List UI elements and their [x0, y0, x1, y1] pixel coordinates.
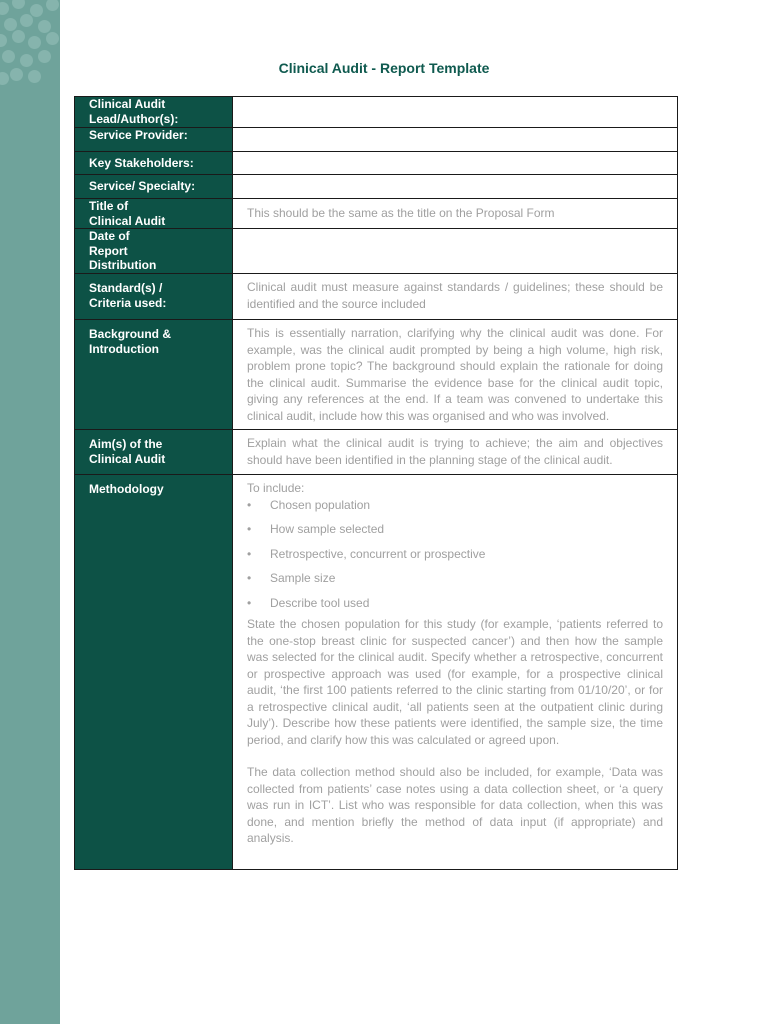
field-title-of-audit[interactable]: This should be the same as the title on the Proposal Form	[233, 199, 678, 229]
label-standards-criteria	[75, 274, 233, 320]
methodology-paragraph-population: State the chosen population for this study (for example, ‘patients referred to the one-stop breast clinic for suspected cancer’) and then how the sample was selected for the clinical audit. Specify whether a retrospective, concurrent or prospective approach was used (for example, for a prospective clinical audit, ‘the first 100 patients referred to the clinic starting from 01/10/20’, or for a retrospective clinical audit, ‘all patients seen at the outpatient clinic during July’). Describe how these patients were identified, the sample size, the time period, and clarify how this was calculated or agreed upon.	[247, 617, 663, 747]
label-service-specialty: Service/ Specialty:	[75, 175, 233, 199]
label-line: Title of	[89, 199, 129, 213]
row-standards-criteria	[75, 274, 678, 320]
row-lead-author	[75, 97, 678, 128]
field-service-specialty[interactable]	[233, 175, 678, 199]
label-lead-author: Clinical Audit Lead/Author(s):	[75, 97, 233, 128]
row-key-stakeholders	[75, 152, 678, 175]
row-date-of-distribution	[75, 229, 678, 274]
row-methodology	[75, 475, 678, 870]
row-service-specialty	[75, 175, 678, 199]
field-key-stakeholders[interactable]	[233, 152, 678, 175]
field-aims[interactable]: Explain what the clinical audit is trying to achieve; the aim and objectives should have been identified in the planning stage of the clinical audit.	[233, 430, 678, 475]
audit-report-form	[74, 96, 678, 870]
field-date-of-distribution[interactable]	[233, 229, 678, 274]
label-line: Clinical Audit	[89, 451, 166, 466]
decorative-dot-pattern	[0, 0, 60, 90]
label-line: Aim(s) of the	[89, 437, 163, 451]
list-item: • Retrospective, concurrent or prospective	[247, 546, 663, 571]
list-item: • Describe tool used	[247, 595, 663, 620]
field-methodology[interactable]	[233, 475, 678, 870]
label-background-introduction	[75, 320, 233, 430]
label-key-stakeholders: Key Stakeholders:	[75, 152, 233, 175]
methodology-intro: To include:	[247, 481, 305, 495]
decorative-side-bar	[0, 0, 60, 1024]
field-lead-author[interactable]	[233, 97, 678, 128]
label-methodology: Methodology	[75, 475, 233, 870]
methodology-paragraph-data-collection: The data collection method should also be included, for example, ‘Data was collected from patients’ case notes using a data collection sheet, or ‘a query was run in ICT’. List who was responsible for data collection, when this was done, and mention briefly the method of data input (if appropriate) and analysis.	[247, 765, 663, 845]
label-aims	[75, 430, 233, 475]
label-date-of-distribution	[75, 229, 233, 274]
document-title: Clinical Audit - Report Template	[278, 60, 490, 76]
label-line: Standard(s) /	[89, 281, 163, 295]
list-item: • Chosen population	[247, 497, 663, 522]
label-line: Distribution	[89, 258, 157, 272]
field-service-provider[interactable]	[233, 128, 678, 152]
label-line: Background &	[89, 327, 172, 341]
row-background-introduction	[75, 320, 678, 430]
methodology-bullet-list	[247, 497, 663, 620]
field-background-introduction[interactable]: This is essentially narration, clarifying why the clinical audit was done. For example, was the clinical audit prompted by being a high volume, high risk, problem prone topic? The background should explain the rationale for doing the clinical audit. Summarise the evidence base for the clinical audit topic, giving any references at the end. If a team was convened to undertake this clinical audit, include how this was organised and who was involved.	[233, 320, 678, 430]
label-title-of-audit	[75, 199, 233, 229]
label-line: Introduction	[89, 341, 159, 356]
label-line: Date of	[89, 229, 130, 243]
label-line: Clinical Audit	[89, 213, 166, 228]
list-item: • How sample selected	[247, 521, 663, 546]
label-line: Report	[89, 243, 128, 258]
row-title-of-audit	[75, 199, 678, 229]
list-item: • Sample size	[247, 570, 663, 595]
row-aims	[75, 430, 678, 475]
field-standards-criteria[interactable]: Clinical audit must measure against standards / guidelines; these should be identified and the source included	[233, 274, 678, 320]
label-line: Criteria used:	[89, 295, 167, 310]
label-service-provider: Service Provider:	[75, 128, 233, 152]
row-service-provider	[75, 128, 678, 152]
